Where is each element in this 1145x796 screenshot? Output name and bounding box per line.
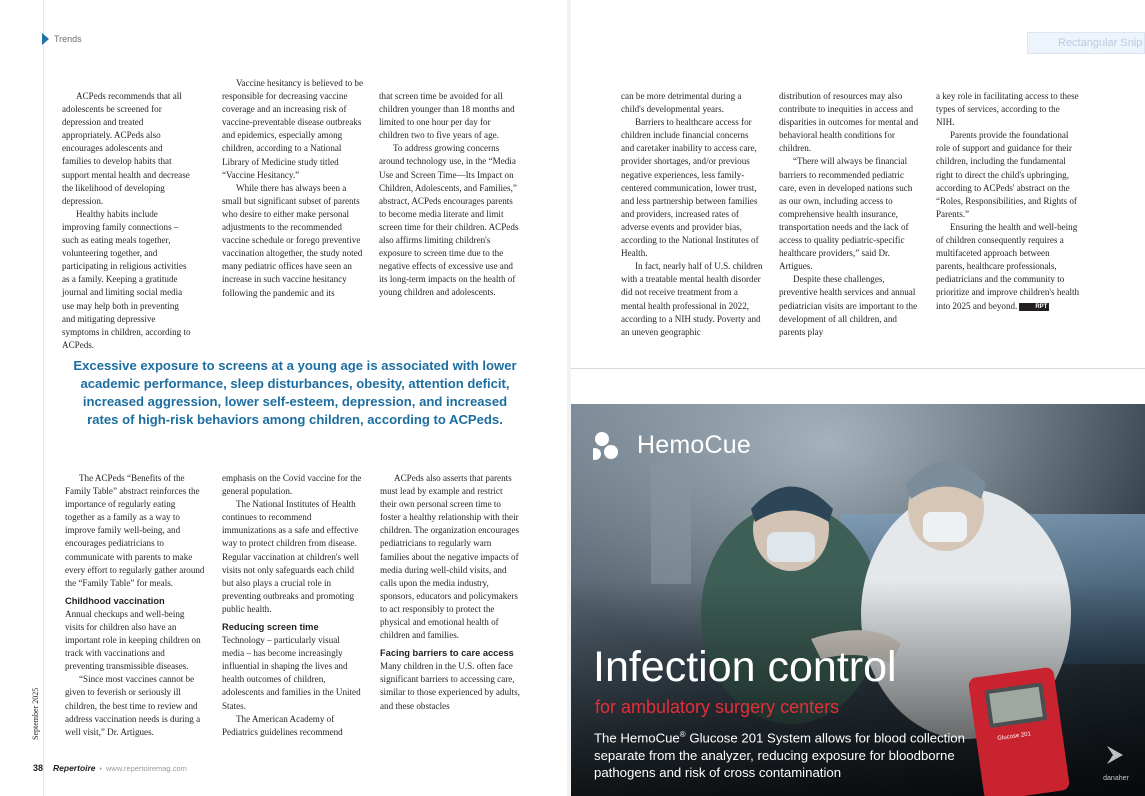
- page-number: 38: [33, 763, 44, 773]
- paragraph: [936, 221, 1080, 313]
- paragraph: “There will always be financial barriers to recommended pediatric care, even in developed nations such as our own, including access to comprehensive health insurance, transportation needs and the lack of access to quality pediatric-specific healthcare providers,” said Dr. Artigues.: [779, 156, 913, 272]
- brand-name: HemoCue: [637, 430, 751, 459]
- rectangular-snip-button[interactable]: Rectangular Snip: [1027, 32, 1145, 54]
- device-label: Glucose 201: [997, 731, 1032, 743]
- section-label: Trends: [54, 34, 82, 44]
- danaher-logo: [1096, 742, 1136, 782]
- danaher-logo-icon: [1103, 742, 1129, 768]
- paragraph: “Since most vaccines cannot be given to feverish or seriously ill children, the best time to review and address vaccination needs is during a well visit,” Dr. Artigues.: [65, 674, 201, 737]
- column-6: [936, 90, 1080, 313]
- column-9: [380, 472, 520, 713]
- divider: [571, 368, 1145, 369]
- page-footer: [33, 763, 187, 773]
- triangle-marker-icon: [42, 33, 49, 45]
- column-5: [779, 90, 921, 339]
- column-3: [379, 90, 519, 300]
- issue-date: September 2025: [31, 687, 40, 740]
- paragraph: In fact, nearly half of U.S. children with a treatable mental health disorder did not receive treatment from a mental health professional in 2022, according to a NIH study. Poverty and an uneven geographic: [621, 261, 763, 337]
- paragraph: Technology – particularly visual media – has become increasingly influential in shaping the lives and health outcomes of children, adolescents and families in the United States.: [222, 635, 361, 711]
- paragraph: Annual checkups and well-being visits for children also have an important role in keeping children on track with vaccinations and preventing transmissible diseases.: [65, 608, 201, 672]
- column-8: [222, 472, 364, 739]
- paragraph: The ACPeds “Benefits of the Family Table” abstract reinforces the importance of regularly eating together as a family as a way to improve family well-being, and encourages pediatricians to communicate with parents to make every effort to regularly gather around the “Family Table” for meals.: [65, 473, 205, 588]
- subheading: Childhood vaccination: [65, 595, 165, 606]
- left-page-edge: [0, 0, 44, 796]
- ad-body-start: The HemoCue: [594, 730, 680, 746]
- column-1: [62, 90, 194, 352]
- ad-headline: Infection control: [593, 643, 897, 691]
- ad-subheadline: for ambulatory surgery centers: [595, 697, 840, 717]
- footer-separator: •: [99, 766, 102, 773]
- paragraph-text: Ensuring the health and well-being of children consequently requires a multifaceted approach between parents, healthcare professionals, pediatricians and the community to prioritize and improve children's health into 2025 and beyond.: [936, 221, 1080, 311]
- subheading: Reducing screen time: [222, 622, 319, 633]
- paragraph: emphasis on the Covid vaccine for the general population.: [222, 473, 362, 497]
- ad-body-text: [594, 726, 994, 782]
- paragraph: ACPeds recommends that all adolescents be screened for depression and treated appropriately. ACPeds also encourages adolescents and families to develop habits that support mental health and decrease the likelihood of developing depression.: [62, 91, 190, 206]
- paragraph: Healthy habits include improving family connections – such as eating meals together, volunteering together, and participating in religious activities as a family. Keeping a gratitude journal and limiting social media use may help both in preventing and mitigating depressive symptoms in children, according to ACPeds.: [62, 208, 191, 350]
- section-tag: [42, 33, 82, 45]
- hemocue-logo: [593, 428, 751, 462]
- danaher-label: danaher: [1103, 775, 1129, 782]
- paragraph: Vaccine hesitancy is believed to be responsible for decreasing vaccine coverage and an increasing risk of vaccine-preventable disease outbreaks and epidemics, especially among children, according to a National Library of Medicine study titled “Vaccine Hesitancy.”: [222, 78, 364, 180]
- magazine-url[interactable]: www.repertoiremag.com: [105, 764, 187, 773]
- paragraph: ACPeds also asserts that parents must lead by example and restrict their own personal screen time to foster a healthy relationship with their children. The organization encourages pediatricians to regularly warn families about the negative impacts of media during well-child visits, and calls upon the media industry, sponsors, educators and policymakers to act responsibly to protect the physical and emotional health of children and families.: [380, 473, 520, 641]
- hemocue-logo-icon: [593, 428, 627, 462]
- paragraph: The American Academy of Pediatrics guidelines recommend: [222, 713, 343, 737]
- paragraph: that screen time be avoided for all children younger than 18 months and limited to one hour per day for children two to five years of age.: [379, 91, 515, 141]
- paragraph: To address growing concerns around technology use, in the “Media Use and Screen Time—Its Impact on Children, Adolescents, and Families,” abstract, ACPeds encourages parents to become media literate and limit screen time for their children. ACPeds also affirms limiting children's exposure to screen time due to the negative effects of excessive use and its long-term impacts on the health of young children and adolescents.: [379, 143, 519, 298]
- hemocue-advertisement[interactable]: [571, 404, 1145, 796]
- subheading: Facing barriers to care access: [380, 648, 514, 659]
- paragraph: can be more detrimental during a child's developmental years.: [621, 91, 742, 115]
- end-of-article-mark: RPT: [1019, 303, 1049, 311]
- paragraph: The National Institutes of Health continues to recommend immunizations as a safe and effective way to protect children from disease. Regular vaccination at children's well visits not only safeguards each child but also plays a crucial role in preventing outbreaks and promoting public health.: [222, 499, 359, 614]
- paragraph: Parents provide the foundational role of support and guidance for their children, including the fundamental right to direct the child's upbringing, according to ACPeds' abstract on the “Roles, Responsibilities, and Rights of Parents.”: [936, 130, 1077, 219]
- paragraph: Despite these challenges, preventive health services and annual pediatrician visits are important to the development of all children, and parents play: [779, 274, 918, 337]
- column-2: [222, 77, 364, 300]
- paragraph: Barriers to healthcare access for children include financial concerns and caretaker inability to access care, provider shortages, and/or previous negative experiences, less family-centered communication, lower trust, and less partnership between families and providers, increased rates of adverse events and provider bias, according to the National Institutes of Health.: [621, 117, 759, 259]
- magazine-name: Repertoire: [53, 763, 96, 773]
- paragraph: Many children in the U.S. often face significant barriers to accessing care, similar to those experienced by adults, and these obstacles: [380, 661, 520, 711]
- paragraph: distribution of resources may also contribute to inequities in access and disparities in outcomes for mental and behavioral health conditions for children.: [779, 91, 919, 154]
- column-7: [65, 472, 205, 739]
- paragraph: While there has always been a small but significant subset of parents who desire to either make personal adjustments to the recommended vaccine schedule or forego preventive vaccination altogether, the study noted many pediatric offices have seen an increase in such vaccine hesitancy following the pandemic and its: [222, 182, 363, 298]
- paragraph: a key role in facilitating access to these types of services, according to the NIH.: [936, 91, 1079, 128]
- column-4: [621, 90, 763, 339]
- ad-body-end: Glucose 201 System allows for blood collection separate from the analyzer, reducing exposure for bloodborne pathogens and risk of cross contamination: [594, 730, 965, 781]
- pull-quote: Excessive exposure to screens at a young age is associated with lower academic performance, sleep disturbances, obesity, attention deficit, increased aggression, lower self-esteem, depression, and increased rates of high-risk behaviors among children, according to ACPeds.: [73, 358, 517, 427]
- registered-mark: ®: [679, 730, 686, 739]
